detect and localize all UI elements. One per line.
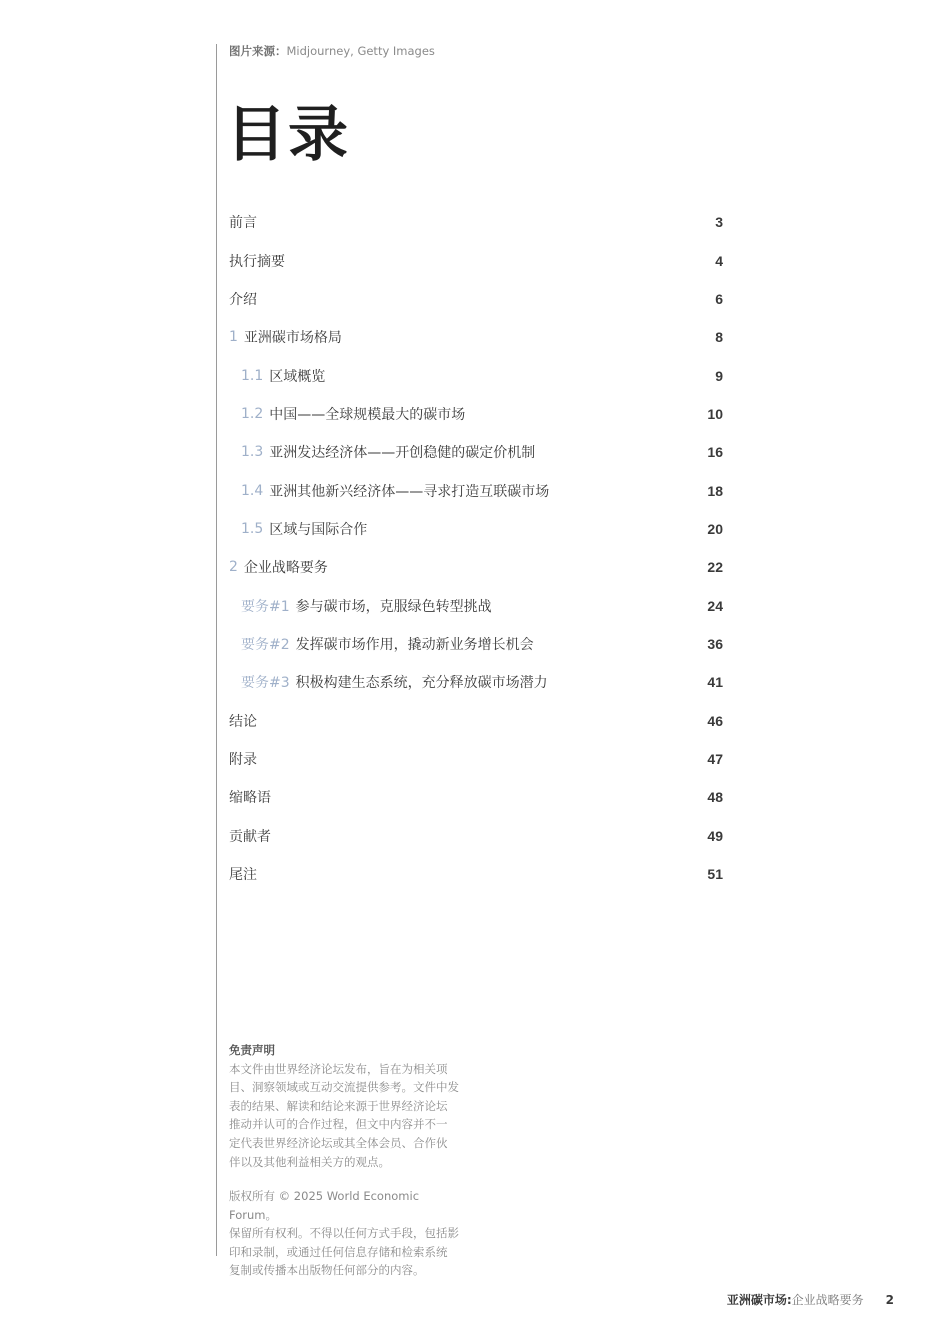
- image-credit-value: Midjourney, Getty Images: [286, 44, 435, 58]
- toc-entry[interactable]: [229, 663, 723, 701]
- toc-entry-label: 贡献者: [229, 828, 271, 845]
- toc-page-number: 20: [707, 520, 723, 537]
- toc-entry-text: [229, 557, 328, 577]
- toc-entry-text: [229, 212, 257, 232]
- toc-entry-label: 中国——全球规模最大的碳市场: [269, 406, 466, 423]
- image-credit-label: 图片来源：: [229, 44, 287, 58]
- toc-entry-label: 缩略语: [229, 790, 271, 807]
- disclaimer-block: [229, 1041, 469, 1171]
- disclaimer-heading: 免责声明: [229, 1043, 275, 1057]
- toc-entry[interactable]: [229, 701, 723, 739]
- toc-entry-label: 附录: [229, 751, 257, 768]
- toc-page-number: 9: [715, 367, 723, 384]
- toc-page-number: 49: [707, 827, 723, 844]
- copyright-line: 复制或传播本出版物任何部分的内容。: [229, 1263, 425, 1278]
- toc-page-number: 51: [707, 866, 723, 883]
- toc-entry-label: 企业战略要务: [243, 560, 328, 577]
- toc-entry[interactable]: [229, 280, 723, 318]
- toc-entry-label: 积极构建生态系统，充分释放碳市场潜力: [295, 675, 548, 692]
- toc-entry-text: [229, 634, 534, 654]
- toc-entry-text: [229, 787, 271, 807]
- footer-page-number: 2: [885, 1292, 894, 1307]
- toc-entry-label: 前言: [229, 215, 257, 232]
- toc-page-number: 46: [707, 712, 723, 729]
- toc-entry-label: 执行摘要: [229, 253, 285, 270]
- toc-entry[interactable]: [229, 510, 723, 548]
- toc-section-number: 1: [229, 329, 238, 346]
- toc-entry-text: [229, 404, 465, 424]
- copyright-line: 版权所有 © 2025 World Economic Forum。: [229, 1189, 420, 1222]
- toc-entry[interactable]: [229, 855, 723, 893]
- disclaimer-line: 伴以及其他利益相关方的观点。: [229, 1154, 390, 1169]
- toc-entry-text: [229, 749, 257, 769]
- toc-entry[interactable]: [229, 433, 723, 471]
- toc-entry-text: [229, 672, 548, 692]
- toc-entry-text: [229, 596, 492, 616]
- toc-entry[interactable]: [229, 318, 723, 356]
- toc-section-number: 1.5: [241, 520, 264, 537]
- toc-page-number: 8: [715, 329, 723, 346]
- toc-entry-label: 亚洲发达经济体——开创稳健的碳定价机制: [269, 445, 536, 462]
- toc-page-number: 48: [707, 789, 723, 806]
- toc-entry-text: [229, 289, 257, 309]
- toc-entry-text: [229, 519, 367, 539]
- toc-page-number: 24: [707, 597, 723, 614]
- toc-section-number: 1.1: [241, 367, 264, 384]
- toc-entry-label: 参与碳市场，克服绿色转型挑战: [295, 598, 492, 615]
- disclaimer-line: 本文件由世界经济论坛发布，旨在为相关项: [229, 1061, 448, 1076]
- page-footer: [727, 1291, 894, 1308]
- toc-entry-label: 亚洲其他新兴经济体——寻求打造互联碳市场: [269, 483, 550, 500]
- toc-entry-text: [229, 327, 342, 347]
- toc-section-number: 1.2: [241, 405, 264, 422]
- disclaimer-line: 目、洞察领域或互动交流提供参考。文件中发: [229, 1080, 459, 1095]
- toc-section-number: 1.3: [241, 444, 264, 461]
- copyright-line: 印和录制，或通过任何信息存储和检索系统: [229, 1244, 448, 1259]
- toc-entry[interactable]: [229, 395, 723, 433]
- toc-entry[interactable]: [229, 817, 723, 855]
- toc-section-number: 要务#2: [241, 636, 290, 653]
- footer-doc-title: 亚洲碳市场:: [726, 1293, 792, 1307]
- toc-section-number: 要务#3: [241, 675, 290, 692]
- toc-entry-label: 区域概览: [269, 368, 326, 385]
- toc-page-number: 16: [707, 444, 723, 461]
- toc-entry-text: [229, 826, 271, 846]
- table-of-contents: [229, 203, 723, 893]
- toc-entry[interactable]: [229, 203, 723, 241]
- toc-entry-text: [229, 442, 535, 462]
- toc-page-number: 18: [707, 482, 723, 499]
- toc-page-number: 36: [707, 635, 723, 652]
- toc-entry-text: [229, 366, 325, 386]
- toc-entry[interactable]: [229, 778, 723, 816]
- toc-entry[interactable]: [229, 625, 723, 663]
- toc-entry-label: 区域与国际合作: [269, 521, 368, 538]
- page-title: 目录: [226, 100, 350, 170]
- toc-entry-label: 亚洲碳市场格局: [243, 330, 342, 347]
- disclaimer-line: 推动并认可的合作过程，但文中内容并不一: [229, 1117, 448, 1132]
- toc-section-number: 要务#1: [241, 598, 290, 615]
- toc-section-number: 2: [229, 559, 238, 576]
- toc-entry-label: 尾注: [229, 867, 257, 884]
- disclaimer-line: 定代表世界经济论坛或其全体会员、合作伙: [229, 1135, 448, 1150]
- toc-page-number: 3: [715, 214, 723, 231]
- toc-page-number: 4: [715, 252, 723, 269]
- copyright-block: [229, 1187, 469, 1280]
- toc-entry[interactable]: [229, 586, 723, 624]
- toc-entry-text: [229, 251, 285, 271]
- toc-entry[interactable]: [229, 241, 723, 279]
- toc-page-number: 41: [707, 674, 723, 691]
- toc-entry[interactable]: [229, 356, 723, 394]
- toc-entry[interactable]: [229, 740, 723, 778]
- toc-page-number: 6: [715, 290, 723, 307]
- toc-entry[interactable]: [229, 471, 723, 509]
- image-credit: [229, 43, 435, 59]
- toc-entry-text: [229, 864, 257, 884]
- left-rule-divider: [216, 44, 217, 1256]
- footer-doc-subtitle: 企业战略要务: [791, 1293, 864, 1307]
- toc-entry-text: [229, 711, 257, 731]
- toc-page-number: 22: [707, 559, 723, 576]
- disclaimer-line: 表的结果、解读和结论来源于世界经济论坛: [229, 1098, 448, 1113]
- toc-page-number: 10: [707, 405, 723, 422]
- toc-entry-text: [229, 481, 549, 501]
- toc-page-number: 47: [707, 750, 723, 767]
- toc-entry-label: 介绍: [229, 291, 257, 308]
- toc-entry-label: 结论: [229, 713, 257, 730]
- toc-section-number: 1.4: [241, 482, 264, 499]
- copyright-line: 保留所有权利。不得以任何方式手段，包括影: [229, 1226, 459, 1241]
- toc-entry[interactable]: [229, 548, 723, 586]
- toc-entry-label: 发挥碳市场作用，撬动新业务增长机会: [295, 636, 534, 653]
